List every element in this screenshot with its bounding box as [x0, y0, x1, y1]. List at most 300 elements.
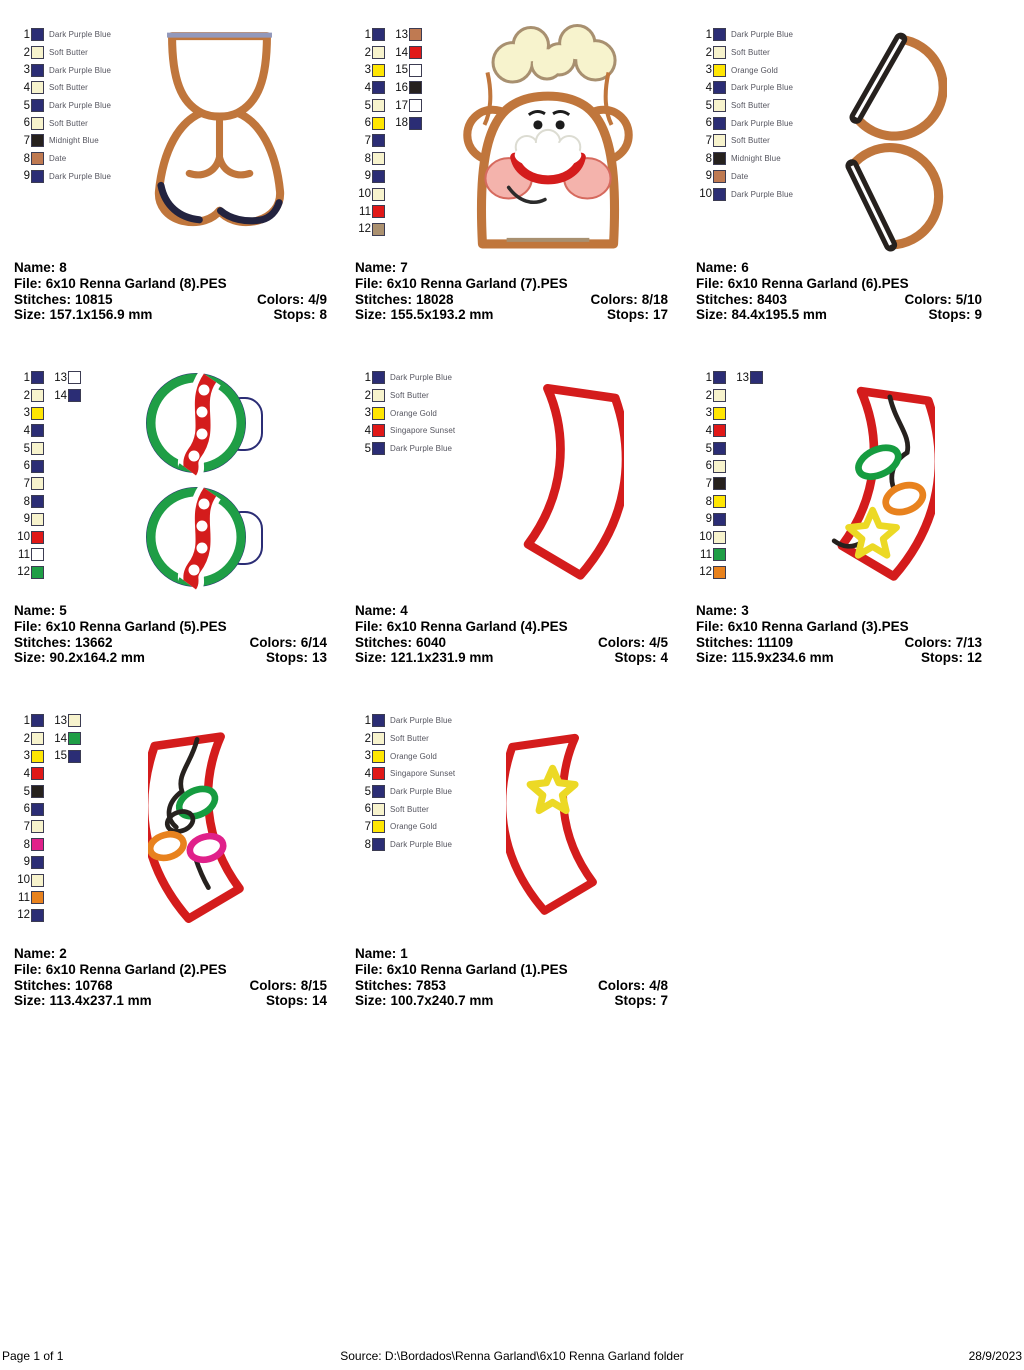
thread-number: 6 [23, 460, 30, 473]
size-value: 100.7x240.7 mm [390, 993, 494, 1009]
thread-number: 2 [705, 46, 712, 59]
thread-item [51, 730, 86, 748]
thread-number: 13 [395, 28, 408, 41]
thread-color-swatch [31, 548, 44, 561]
thread-color-swatch [31, 81, 44, 94]
info-file-line [696, 619, 982, 635]
thread-item [696, 493, 731, 511]
thread-number: 9 [23, 170, 30, 183]
colors-label: Colors: [256, 291, 305, 307]
thread-item [14, 132, 111, 150]
thread-number: 5 [23, 442, 30, 455]
colors-value: 6/14 [300, 634, 327, 650]
colors-group [598, 635, 668, 651]
thread-number: 4 [705, 424, 712, 437]
design-preview [455, 706, 668, 928]
thread-number: 11 [18, 891, 30, 904]
thread-item [14, 457, 49, 475]
thread-color-swatch [713, 460, 726, 473]
stitches-label: Stitches: [696, 634, 754, 650]
info-stitches-line [14, 292, 327, 308]
thread-number: 5 [364, 442, 371, 455]
design-top [696, 363, 982, 603]
thread-color-swatch [31, 874, 44, 887]
name-value: 5 [59, 603, 67, 619]
thread-number: 14 [54, 389, 67, 402]
thread-color-swatch [372, 170, 385, 183]
thread-color-label: Orange Gold [390, 751, 437, 761]
thread-color-swatch [31, 785, 44, 798]
thread-item [696, 440, 731, 458]
colors-value: 7/13 [955, 634, 982, 650]
thread-number: 1 [705, 371, 712, 384]
thread-item [696, 457, 731, 475]
banner-plain-graphic [499, 367, 624, 585]
thread-color-swatch [372, 750, 385, 763]
info-size-line [14, 993, 327, 1009]
stitches-group [696, 292, 787, 308]
thread-number: 14 [54, 732, 67, 745]
thread-item [696, 132, 793, 150]
name-label: Name: [355, 603, 397, 619]
thread-number: 8 [705, 495, 712, 508]
size-label: Size: [14, 993, 46, 1009]
thread-color-swatch [713, 371, 726, 384]
thread-item [14, 475, 49, 493]
size-group [355, 650, 493, 666]
file-value: 6x10 Renna Garland (7).PES [386, 275, 568, 291]
thread-color-swatch [31, 891, 44, 904]
thread-number: 1 [364, 371, 371, 384]
name-value: 2 [59, 946, 67, 962]
thread-item [14, 511, 49, 529]
thread-color-label: Midnight Blue [49, 136, 99, 146]
thread-item [14, 422, 49, 440]
design-card [355, 706, 696, 1009]
thread-color-swatch [372, 188, 385, 201]
thread-number: 12 [17, 566, 30, 579]
thread-item [696, 528, 731, 546]
thread-color-swatch [68, 732, 81, 745]
size-value: 84.4x195.5 mm [731, 307, 827, 323]
thread-number: 6 [705, 117, 712, 130]
colors-label: Colors: [904, 634, 952, 650]
thread-number: 1 [23, 28, 30, 41]
thread-color-swatch [409, 81, 422, 94]
thread-item [355, 203, 390, 221]
thread-color-swatch [409, 28, 422, 41]
design-info [14, 603, 327, 666]
thread-number: 10 [17, 531, 30, 544]
thread-color-label: Soft Butter [390, 734, 429, 744]
design-top [355, 363, 668, 603]
thread-number: 8 [23, 495, 30, 508]
stitches-label: Stitches: [14, 977, 72, 993]
thread-list [14, 20, 111, 238]
info-name-line [696, 260, 982, 276]
thread-item [14, 26, 111, 44]
thread-color-swatch [372, 442, 385, 455]
thread-number: 9 [23, 856, 30, 869]
size-group [14, 650, 145, 666]
thread-item [696, 185, 793, 203]
thread-item [355, 114, 390, 132]
thread-item [392, 114, 427, 132]
thread-item [696, 564, 731, 582]
thread-item [696, 114, 793, 132]
thread-color-swatch [31, 117, 44, 130]
thread-number: 2 [23, 46, 30, 59]
thread-item [696, 387, 731, 405]
thread-color-swatch [31, 407, 44, 420]
thread-color-label: Dark Purple Blue [731, 83, 794, 93]
thread-number: 18 [395, 117, 408, 130]
stops-label: Stops: [606, 307, 649, 323]
stops-group [921, 650, 982, 666]
thread-number: 1 [23, 371, 30, 384]
thread-color-swatch [372, 732, 385, 745]
reindeer-head-graphic [462, 24, 634, 254]
thread-number: 2 [23, 732, 30, 745]
info-stitches-line [355, 635, 668, 651]
design-preview [793, 20, 982, 252]
info-file-line [355, 619, 668, 635]
thread-list [355, 363, 455, 581]
thread-color-swatch [31, 820, 44, 833]
thread-item [14, 404, 49, 422]
thread-number: 15 [395, 64, 408, 77]
size-group [355, 993, 493, 1009]
thread-item [14, 730, 49, 748]
thread-number: 9 [364, 170, 371, 183]
thread-color-swatch [713, 513, 726, 526]
thread-list [696, 20, 793, 238]
stops-value: 17 [652, 307, 668, 323]
stitches-label: Stitches: [14, 291, 72, 307]
banner-lights-graphic [815, 367, 935, 589]
design-card [355, 363, 696, 666]
thread-number: 2 [364, 46, 371, 59]
thread-item [355, 168, 390, 186]
thread-color-swatch [31, 732, 44, 745]
design-info [355, 946, 668, 1009]
thread-color-swatch [31, 28, 44, 41]
thread-number: 14 [395, 46, 408, 59]
info-size-line [14, 650, 327, 666]
size-value: 90.2x164.2 mm [49, 650, 145, 666]
thread-color-swatch [713, 531, 726, 544]
info-size-line [355, 650, 668, 666]
stitches-label: Stitches: [355, 977, 413, 993]
design-info [696, 260, 982, 323]
info-name-line [355, 946, 668, 962]
file-value: 6x10 Renna Garland (8).PES [45, 275, 227, 291]
antler-rings-graphic [829, 24, 947, 252]
thread-number: 11 [700, 548, 712, 561]
thread-item [14, 97, 111, 115]
thread-item [696, 44, 793, 62]
thread-color-swatch [713, 477, 726, 490]
design-card [14, 363, 355, 666]
stitches-group [14, 635, 113, 651]
thread-item [14, 369, 49, 387]
thread-number: 8 [364, 152, 371, 165]
thread-color-label: Soft Butter [390, 391, 429, 401]
thread-item [14, 150, 111, 168]
thread-color-label: Soft Butter [731, 136, 770, 146]
design-info [14, 260, 327, 323]
thread-color-label: Soft Butter [731, 48, 770, 58]
thread-color-label: Singapore Sunset [390, 769, 456, 779]
stitches-group [696, 635, 793, 651]
size-value: 121.1x231.9 mm [390, 650, 494, 666]
thread-number: 1 [364, 714, 371, 727]
thread-number: 12 [358, 223, 371, 236]
thread-color-swatch [713, 442, 726, 455]
info-stitches-line [355, 978, 668, 994]
size-label: Size: [14, 307, 46, 323]
thread-number: 1 [23, 714, 30, 727]
colors-label: Colors: [597, 977, 646, 993]
thread-number: 2 [705, 389, 712, 402]
thread-item [696, 369, 731, 387]
thread-item [14, 114, 111, 132]
thread-number: 6 [23, 117, 30, 130]
stops-group [614, 650, 668, 666]
thread-number: 17 [395, 99, 408, 112]
thread-color-swatch [68, 371, 81, 384]
thread-list [355, 706, 455, 924]
size-group [14, 993, 152, 1009]
name-value: 1 [400, 946, 408, 962]
thread-item [14, 168, 111, 186]
thread-color-swatch [713, 81, 726, 94]
stitches-label: Stitches: [355, 634, 413, 650]
thread-number: 11 [359, 205, 371, 218]
name-label: Name: [355, 260, 397, 276]
design-card [14, 706, 355, 1009]
colors-group [904, 292, 982, 308]
stops-label: Stops: [614, 650, 657, 666]
thread-number: 7 [705, 477, 712, 490]
name-value: 6 [741, 260, 749, 276]
info-name-line [355, 603, 668, 619]
thread-color-label: Orange Gold [390, 408, 437, 418]
banner-lights-graphic [148, 710, 266, 934]
thread-number: 4 [364, 81, 371, 94]
thread-item [696, 404, 731, 422]
thread-item [355, 61, 390, 79]
stops-group [928, 307, 982, 323]
thread-color-label: Dark Purple Blue [390, 840, 453, 850]
thread-item [355, 422, 455, 440]
file-value: 6x10 Renna Garland (2).PES [45, 961, 227, 977]
thread-number: 7 [23, 820, 30, 833]
file-value: 6x10 Renna Garland (1).PES [386, 961, 568, 977]
thread-color-swatch [31, 99, 44, 112]
stops-value: 14 [311, 993, 327, 1009]
thread-number: 6 [23, 803, 30, 816]
thread-item [355, 369, 455, 387]
stitches-label: Stitches: [355, 291, 413, 307]
size-label: Size: [696, 650, 728, 666]
thread-item [14, 765, 49, 783]
size-label: Size: [355, 993, 387, 1009]
thread-color-swatch [372, 424, 385, 437]
file-label: File: [355, 961, 383, 977]
thread-item [14, 836, 49, 854]
thread-color-swatch [713, 495, 726, 508]
thread-color-swatch [31, 566, 44, 579]
thread-color-swatch [713, 152, 726, 165]
thread-item [696, 546, 731, 564]
thread-color-swatch [31, 134, 44, 147]
stops-value: 13 [311, 650, 327, 666]
name-label: Name: [355, 946, 397, 962]
thread-color-label: Dark Purple Blue [49, 65, 112, 75]
stops-label: Stops: [614, 993, 657, 1009]
thread-number: 3 [364, 750, 371, 763]
size-group [696, 307, 827, 323]
info-stitches-line [14, 635, 327, 651]
thread-color-swatch [713, 99, 726, 112]
thread-color-label: Soft Butter [49, 83, 88, 93]
thread-color-swatch [713, 548, 726, 561]
design-info [355, 260, 668, 323]
thread-number: 6 [364, 117, 371, 130]
thread-color-swatch [372, 117, 385, 130]
thread-color-label: Dark Purple Blue [390, 787, 453, 797]
design-preview [86, 706, 327, 934]
thread-item [355, 404, 455, 422]
thread-color-label: Dark Purple Blue [49, 30, 112, 40]
colors-value: 5/10 [955, 291, 982, 307]
thread-color-swatch [713, 28, 726, 41]
thread-item [696, 475, 731, 493]
thread-color-swatch [713, 117, 726, 130]
name-label: Name: [14, 946, 56, 962]
file-value: 6x10 Renna Garland (6).PES [727, 275, 909, 291]
thread-color-label: Dark Purple Blue [390, 373, 453, 383]
thread-number: 4 [23, 424, 30, 437]
thread-number: 13 [736, 371, 749, 384]
thread-number: 15 [54, 750, 67, 763]
stops-label: Stops: [273, 307, 316, 323]
file-value: 6x10 Renna Garland (3).PES [727, 618, 909, 634]
thread-color-swatch [713, 407, 726, 420]
thread-number: 8 [23, 838, 30, 851]
colors-group [598, 978, 668, 994]
info-size-line [696, 307, 982, 323]
thread-number: 5 [23, 785, 30, 798]
thread-color-label: Orange Gold [390, 822, 437, 832]
thread-item [392, 26, 427, 44]
design-card [696, 363, 1010, 666]
file-label: File: [14, 618, 42, 634]
thread-number: 8 [23, 152, 30, 165]
info-file-line [14, 619, 327, 635]
thread-color-label: Orange Gold [731, 65, 778, 75]
thread-color-label: Dark Purple Blue [731, 189, 794, 199]
thread-item [14, 712, 49, 730]
file-label: File: [696, 618, 724, 634]
stitches-group [355, 292, 454, 308]
info-size-line [696, 650, 982, 666]
thread-number: 1 [705, 28, 712, 41]
file-value: 6x10 Renna Garland (4).PES [386, 618, 568, 634]
thread-number: 12 [17, 909, 30, 922]
colors-value: 8/15 [300, 977, 327, 993]
thread-item [14, 493, 49, 511]
thread-color-swatch [372, 767, 385, 780]
thread-item [696, 422, 731, 440]
thread-item [733, 369, 768, 387]
thread-color-swatch [31, 909, 44, 922]
info-stitches-line [14, 978, 327, 994]
file-label: File: [355, 275, 383, 291]
thread-list [696, 363, 768, 581]
thread-color-swatch [31, 714, 44, 727]
stops-value: 8 [319, 307, 327, 323]
thread-item [14, 79, 111, 97]
thread-item [355, 765, 455, 783]
colors-label: Colors: [597, 634, 646, 650]
thread-color-swatch [68, 389, 81, 402]
design-preview [768, 363, 982, 589]
thread-number: 9 [705, 513, 712, 526]
thread-number: 2 [23, 389, 30, 402]
stitches-label: Stitches: [14, 634, 72, 650]
thread-item [355, 387, 455, 405]
design-top [14, 20, 327, 260]
size-value: 157.1x156.9 mm [49, 307, 153, 323]
thread-item [696, 79, 793, 97]
name-value: 7 [400, 260, 408, 276]
reindeer-body-graphic [117, 24, 322, 244]
thread-color-swatch [31, 371, 44, 384]
info-size-line [355, 993, 668, 1009]
name-value: 4 [400, 603, 408, 619]
thread-color-swatch [409, 64, 422, 77]
thread-number: 7 [23, 134, 30, 147]
thread-color-swatch [68, 750, 81, 763]
thread-color-label: Soft Butter [49, 118, 88, 128]
source-path: Source: D:\Bordados\Renna Garland\6x10 Renna Garland folder [340, 1349, 684, 1363]
design-card [14, 20, 355, 323]
thread-number: 11 [18, 548, 30, 561]
size-label: Size: [696, 307, 728, 323]
thread-number: 4 [23, 767, 30, 780]
thread-item [51, 712, 86, 730]
thread-color-label: Dark Purple Blue [731, 118, 794, 128]
thread-list [14, 363, 86, 581]
thread-number: 7 [364, 820, 371, 833]
info-name-line [355, 260, 668, 276]
info-stitches-line [696, 635, 982, 651]
stops-value: 7 [660, 993, 668, 1009]
thread-color-swatch [409, 46, 422, 59]
design-info [14, 946, 327, 1009]
thread-item [355, 800, 455, 818]
thread-item [392, 61, 427, 79]
thread-number: 3 [364, 407, 371, 420]
info-file-line [355, 962, 668, 978]
thread-number: 3 [23, 407, 30, 420]
thread-color-swatch [31, 424, 44, 437]
thread-number: 2 [364, 389, 371, 402]
stops-group [266, 993, 327, 1009]
thread-color-label: Soft Butter [49, 48, 88, 58]
